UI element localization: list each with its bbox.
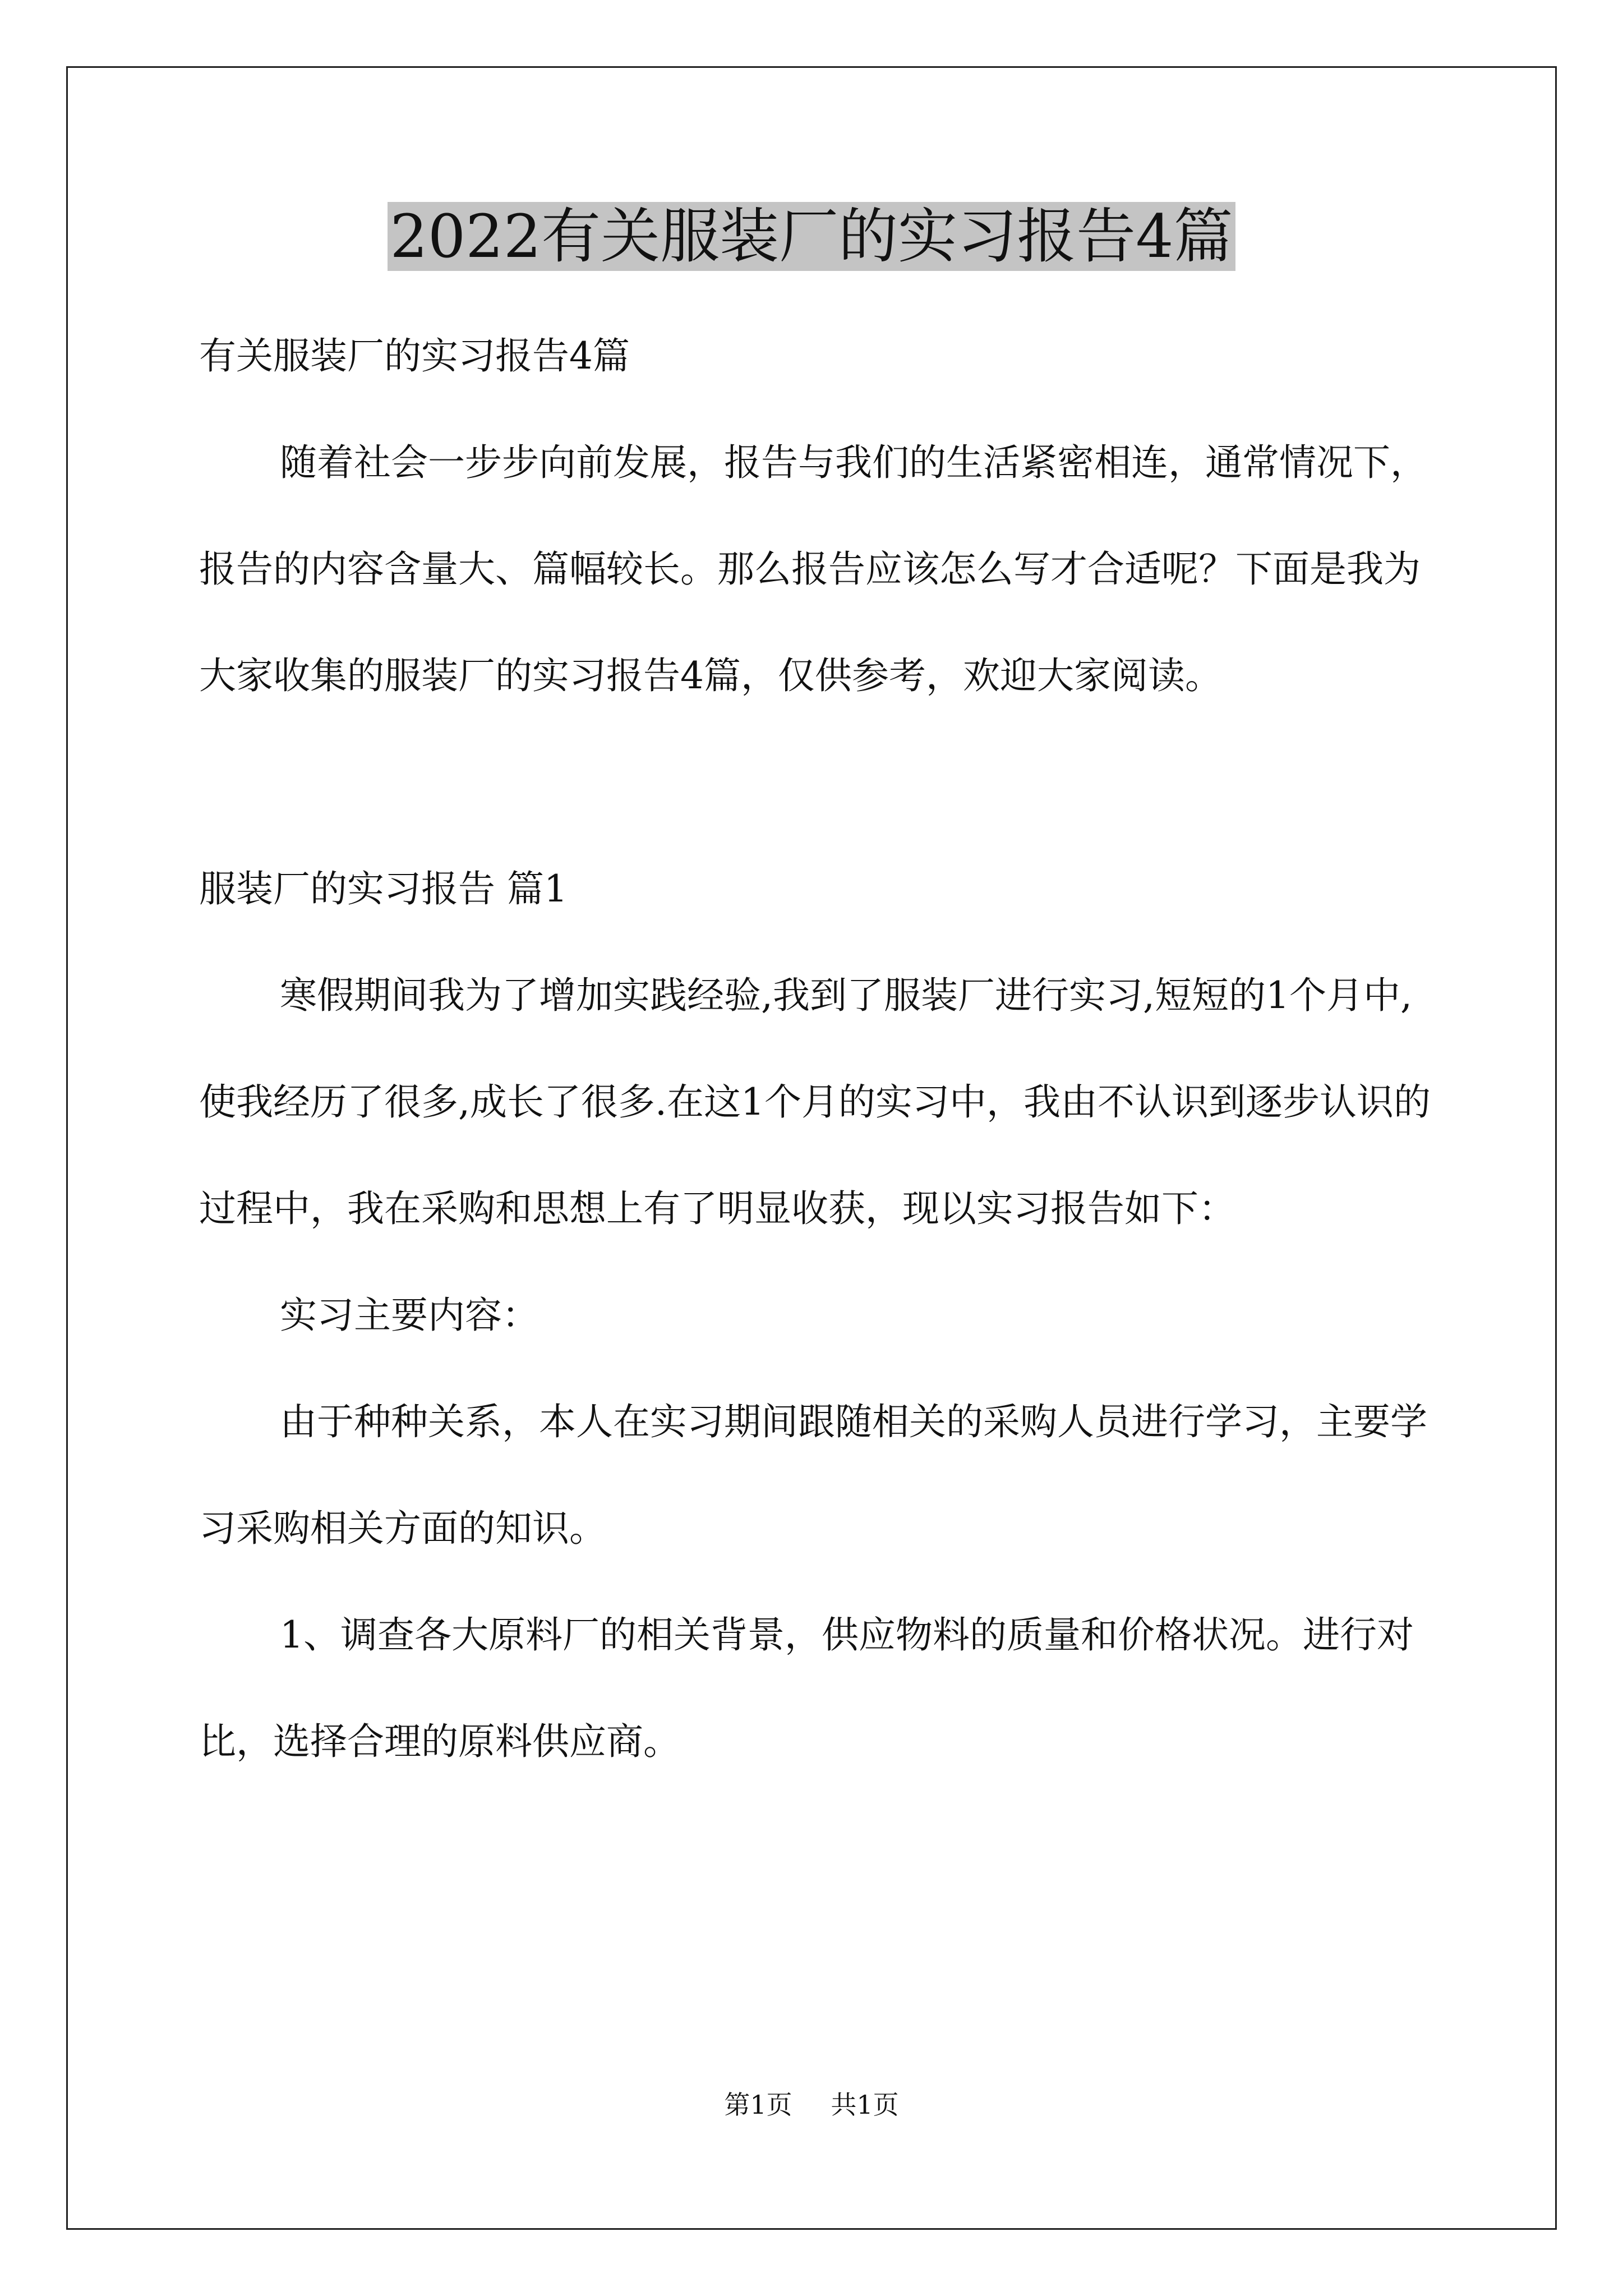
document-body	[199, 303, 1433, 1795]
body-paragraph: 实习主要内容：	[280, 1294, 539, 1337]
body-paragraph: 由于种种关系，本人在实习期间跟随相关的采购人员进行学习，主要学习采购相关方面的知识。	[199, 1400, 1427, 1550]
section-spacer	[199, 729, 1433, 836]
document-title-block	[0, 197, 1623, 276]
page-footer	[0, 2088, 1623, 2122]
page-number-current: 第1页	[724, 2090, 792, 2120]
body-paragraph: 寒假期间我为了增加实践经验,我到了服装厂进行实习,短短的1个月中,使我经历了很多,成长了很多.在这1个月的实习中，我由不认识到逐步认识的过程中，我在采购和思想上有了明显收获，现以实习报告如下：	[199, 974, 1431, 1230]
section-heading: 服装厂的实习报告 篇1	[199, 867, 568, 910]
document-title: 2022有关服装厂的实习报告4篇	[388, 202, 1235, 271]
intro-paragraph: 随着社会一步步向前发展，报告与我们的生活紧密相连，通常情况下，报告的内容含量大、篇幅较长。那么报告应该怎么写才合适呢？下面是我为大家收集的服装厂的实习报告4篇，仅供参考，欢迎大家阅读。	[199, 441, 1427, 697]
document-subtitle: 有关服装厂的实习报告4篇	[199, 334, 630, 378]
page-number-total: 共1页	[831, 2090, 899, 2120]
body-paragraph: 1、调查各大原料厂的相关背景，供应物料的质量和价格状况。进行对比，选择合理的原料供应商。	[199, 1613, 1414, 1763]
